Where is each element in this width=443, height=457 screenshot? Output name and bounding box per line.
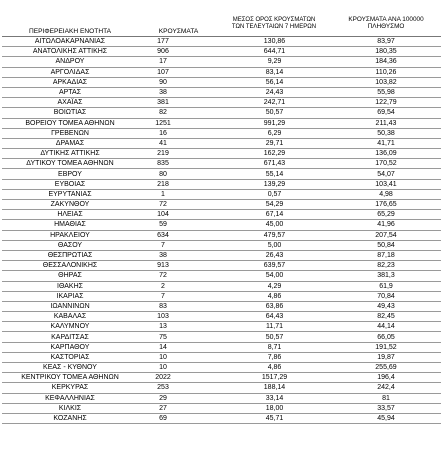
- cases-cell: 104: [138, 210, 218, 220]
- avg-cell: 55,14: [218, 169, 331, 179]
- avg-cell: 45,71: [218, 413, 331, 423]
- per100k-cell: 176,65: [331, 200, 441, 210]
- avg-cell: 11,71: [218, 322, 331, 332]
- per100k-cell: 103,82: [331, 77, 441, 87]
- cases-cell: 218: [138, 179, 218, 189]
- per100k-cell: 136,09: [331, 149, 441, 159]
- cases-cell: 1: [138, 189, 218, 199]
- avg-cell: 6,29: [218, 128, 331, 138]
- region-cell: ΕΥΡΥΤΑΝΙΑΣ: [2, 189, 138, 199]
- per100k-cell: 196,4: [331, 373, 441, 383]
- table-row: [2, 220, 441, 230]
- avg-cell: 24,43: [218, 87, 331, 97]
- region-cell: ΚΕΦΑΛΛΗΝΙΑΣ: [2, 393, 138, 403]
- table-row: [2, 138, 441, 148]
- header-per-line1: ΚΡΟΥΣΜΑΤΑ ΑΝΑ 100000: [348, 16, 424, 23]
- per100k-cell: 255,69: [331, 363, 441, 373]
- region-cell: ΓΡΕΒΕΝΩΝ: [2, 128, 138, 138]
- cases-cell: 634: [138, 230, 218, 240]
- cases-cell: 10: [138, 352, 218, 362]
- per100k-cell: 122,79: [331, 98, 441, 108]
- region-cell: ΗΛΕΙΑΣ: [2, 210, 138, 220]
- table-row: [2, 312, 441, 322]
- header-cases: [140, 0, 217, 35]
- table-row: [2, 87, 441, 97]
- avg-cell: 45,00: [218, 220, 331, 230]
- table-row: [2, 67, 441, 77]
- per100k-cell: 55,98: [331, 87, 441, 97]
- avg-cell: 639,57: [218, 261, 331, 271]
- header-avg-7days: [219, 0, 329, 35]
- region-cell: ΕΥΒΟΙΑΣ: [2, 179, 138, 189]
- avg-cell: 671,43: [218, 159, 331, 169]
- region-cell: ΒΟΙΩΤΙΑΣ: [2, 108, 138, 118]
- table-row: [2, 118, 441, 128]
- region-cell: ΗΡΑΚΛΕΙΟΥ: [2, 230, 138, 240]
- per100k-cell: 207,54: [331, 230, 441, 240]
- cases-cell: 69: [138, 413, 218, 423]
- avg-cell: 991,29: [218, 118, 331, 128]
- per100k-cell: 82,23: [331, 261, 441, 271]
- cases-cell: 2022: [138, 373, 218, 383]
- header-region-label: ΠΕΡΙΦΕΡΕΙΑΚΗ ΕΝΟΤΗΤΑ: [28, 28, 112, 35]
- cases-cell: 1251: [138, 118, 218, 128]
- avg-cell: 50,57: [218, 332, 331, 342]
- avg-cell: 56,14: [218, 77, 331, 87]
- region-cell: ΔΥΤΙΚΟΥ ΤΟΜΕΑ ΑΘΗΝΩΝ: [2, 159, 138, 169]
- avg-cell: 64,43: [218, 312, 331, 322]
- cases-cell: 16: [138, 128, 218, 138]
- avg-cell: 18,00: [218, 403, 331, 413]
- table-row: [2, 200, 441, 210]
- avg-cell: 4,86: [218, 291, 331, 301]
- per100k-cell: 49,43: [331, 301, 441, 311]
- cases-cell: 17: [138, 57, 218, 67]
- header-avg-line1: ΜΕΣΟΣ ΟΡΟΣ ΚΡΟΥΣΜΑΤΩΝ: [232, 17, 316, 23]
- cases-cell: 14: [138, 342, 218, 352]
- cases-cell: 835: [138, 159, 218, 169]
- avg-cell: 54,29: [218, 200, 331, 210]
- table-row: [2, 159, 441, 169]
- cases-cell: 2: [138, 281, 218, 291]
- cases-cell: 381: [138, 98, 218, 108]
- per100k-cell: 61,9: [331, 281, 441, 291]
- table-row: [2, 47, 441, 57]
- table-row: [2, 373, 441, 383]
- table-row: [2, 393, 441, 403]
- region-cell: ΑΡΤΑΣ: [2, 87, 138, 97]
- per100k-cell: 87,18: [331, 250, 441, 260]
- table-row: [2, 383, 441, 393]
- table-row: [2, 261, 441, 271]
- region-cell: ΘΕΣΣΑΛΟΝΙΚΗΣ: [2, 261, 138, 271]
- region-cell: ΑΡΓΟΛΙΔΑΣ: [2, 67, 138, 77]
- per100k-cell: 66,05: [331, 332, 441, 342]
- per100k-cell: 103,41: [331, 179, 441, 189]
- region-cell: ΙΘΑΚΗΣ: [2, 281, 138, 291]
- avg-cell: 63,86: [218, 301, 331, 311]
- avg-cell: 139,29: [218, 179, 331, 189]
- table-row: [2, 352, 441, 362]
- region-cell: ΚΕΑΣ - ΚΥΘΝΟΥ: [2, 363, 138, 373]
- table-row: [2, 57, 441, 67]
- avg-cell: 479,57: [218, 230, 331, 240]
- per100k-cell: 69,54: [331, 108, 441, 118]
- cases-cell: 75: [138, 332, 218, 342]
- header-per-100k: [331, 0, 441, 35]
- table-row: [2, 128, 441, 138]
- per100k-cell: 184,36: [331, 57, 441, 67]
- region-cell: ΙΚΑΡΙΑΣ: [2, 291, 138, 301]
- cases-cell: 90: [138, 77, 218, 87]
- cases-cell: 219: [138, 149, 218, 159]
- region-cell: ΑΧΑΪΑΣ: [2, 98, 138, 108]
- avg-cell: 7,86: [218, 352, 331, 362]
- region-cell: ΒΟΡΕΙΟΥ ΤΟΜΕΑ ΑΘΗΝΩΝ: [2, 118, 138, 128]
- table-row: [2, 230, 441, 240]
- header-cases-label: ΚΡΟΥΣΜΑΤΑ: [158, 28, 199, 35]
- table-row: [2, 363, 441, 373]
- cases-cell: 72: [138, 271, 218, 281]
- table-row: [2, 240, 441, 250]
- region-cell: ΚΕΡΚΥΡΑΣ: [2, 383, 138, 393]
- table-row: [2, 108, 441, 118]
- table-row: [2, 189, 441, 199]
- region-cell: ΖΑΚΥΝΘΟΥ: [2, 200, 138, 210]
- avg-cell: 9,29: [218, 57, 331, 67]
- avg-cell: 8,71: [218, 342, 331, 352]
- table-row: [2, 342, 441, 352]
- cases-cell: 177: [138, 37, 218, 47]
- region-cell: ΙΩΑΝΝΙΝΩΝ: [2, 301, 138, 311]
- region-cell: ΕΒΡΟΥ: [2, 169, 138, 179]
- avg-cell: 29,71: [218, 138, 331, 148]
- avg-cell: 4,29: [218, 281, 331, 291]
- avg-cell: 0,57: [218, 189, 331, 199]
- region-cell: ΚΙΛΚΙΣ: [2, 403, 138, 413]
- avg-cell: 1517,29: [218, 373, 331, 383]
- cases-cell: 107: [138, 67, 218, 77]
- per100k-cell: 33,57: [331, 403, 441, 413]
- header-avg-line2: ΤΩΝ ΤΕΛΕΥΤΑΙΩΝ 7 ΗΜΕΡΩΝ: [231, 24, 317, 30]
- avg-cell: 5,00: [218, 240, 331, 250]
- per100k-cell: 191,52: [331, 342, 441, 352]
- cases-cell: 41: [138, 138, 218, 148]
- cases-cell: 82: [138, 108, 218, 118]
- table-row: [2, 169, 441, 179]
- avg-cell: 242,71: [218, 98, 331, 108]
- table-row: [2, 77, 441, 87]
- avg-cell: 188,14: [218, 383, 331, 393]
- region-cell: ΑΙΤΩΛΟΑΚΑΡΝΑΝΙΑΣ: [2, 37, 138, 47]
- per100k-cell: 65,29: [331, 210, 441, 220]
- avg-cell: 33,14: [218, 393, 331, 403]
- header-per-line2: ΠΛΗΘΥΣΜΟ: [367, 23, 405, 30]
- avg-cell: 162,29: [218, 149, 331, 159]
- cases-cell: 7: [138, 240, 218, 250]
- cases-cell: 80: [138, 169, 218, 179]
- cases-cell: 27: [138, 403, 218, 413]
- per100k-cell: 19,87: [331, 352, 441, 362]
- region-cell: ΔΥΤΙΚΗΣ ΑΤΤΙΚΗΣ: [2, 149, 138, 159]
- avg-cell: 67,14: [218, 210, 331, 220]
- region-cell: ΑΝΔΡΟΥ: [2, 57, 138, 67]
- table-row: [2, 179, 441, 189]
- region-cell: ΑΡΚΑΔΙΑΣ: [2, 77, 138, 87]
- per100k-cell: 180,35: [331, 47, 441, 57]
- cases-cell: 906: [138, 47, 218, 57]
- cases-table-body: [2, 37, 441, 424]
- per100k-cell: 82,45: [331, 312, 441, 322]
- region-cell: ΚΑΛΥΜΝΟΥ: [2, 322, 138, 332]
- avg-cell: 83,14: [218, 67, 331, 77]
- table-row: [2, 332, 441, 342]
- table-row: [2, 210, 441, 220]
- region-cell: ΚΟΖΑΝΗΣ: [2, 413, 138, 423]
- cases-cell: 83: [138, 301, 218, 311]
- per100k-cell: 54,07: [331, 169, 441, 179]
- table-row: [2, 403, 441, 413]
- per100k-cell: 170,52: [331, 159, 441, 169]
- cases-cell: 253: [138, 383, 218, 393]
- region-cell: ΘΗΡΑΣ: [2, 271, 138, 281]
- per100k-cell: 4,98: [331, 189, 441, 199]
- per100k-cell: 83,97: [331, 37, 441, 47]
- avg-cell: 644,71: [218, 47, 331, 57]
- cases-cell: 103: [138, 312, 218, 322]
- per100k-cell: 45,94: [331, 413, 441, 423]
- avg-cell: 54,00: [218, 271, 331, 281]
- cases-cell: 7: [138, 291, 218, 301]
- region-cell: ΚΑΡΠΑΘΟΥ: [2, 342, 138, 352]
- avg-cell: 50,57: [218, 108, 331, 118]
- avg-cell: 4,86: [218, 363, 331, 373]
- table-row: [2, 291, 441, 301]
- table-row: [2, 149, 441, 159]
- region-cell: ΑΝΑΤΟΛΙΚΗΣ ΑΤΤΙΚΗΣ: [2, 47, 138, 57]
- avg-cell: 130,86: [218, 37, 331, 47]
- table-row: [2, 271, 441, 281]
- per100k-cell: 41,71: [331, 138, 441, 148]
- table-row: [2, 281, 441, 291]
- region-cell: ΗΜΑΘΙΑΣ: [2, 220, 138, 230]
- region-cell: ΚΑΡΔΙΤΣΑΣ: [2, 332, 138, 342]
- cases-table: [2, 37, 441, 424]
- avg-cell: 26,43: [218, 250, 331, 260]
- cases-cell: 72: [138, 200, 218, 210]
- table-row: [2, 250, 441, 260]
- table-row: [2, 322, 441, 332]
- table-row: [2, 301, 441, 311]
- table-row: [2, 413, 441, 423]
- cases-cell: 913: [138, 261, 218, 271]
- region-cell: ΚΕΝΤΡΙΚΟΥ ΤΟΜΕΑ ΑΘΗΝΩΝ: [2, 373, 138, 383]
- region-cell: ΘΕΣΠΡΩΤΙΑΣ: [2, 250, 138, 260]
- per100k-cell: 381,3: [331, 271, 441, 281]
- cases-cell: 13: [138, 322, 218, 332]
- table-row: [2, 98, 441, 108]
- region-cell: ΔΡΑΜΑΣ: [2, 138, 138, 148]
- per100k-cell: 70,84: [331, 291, 441, 301]
- cases-cell: 38: [138, 250, 218, 260]
- per100k-cell: 242,4: [331, 383, 441, 393]
- per100k-cell: 50,38: [331, 128, 441, 138]
- header-region: [2, 0, 138, 35]
- per100k-cell: 211,43: [331, 118, 441, 128]
- region-cell: ΚΑΣΤΟΡΙΑΣ: [2, 352, 138, 362]
- table-row: [2, 37, 441, 47]
- region-cell: ΘΑΣΟΥ: [2, 240, 138, 250]
- cases-cell: 59: [138, 220, 218, 230]
- per100k-cell: 81: [331, 393, 441, 403]
- region-cell: ΚΑΒΑΛΑΣ: [2, 312, 138, 322]
- per100k-cell: 41,96: [331, 220, 441, 230]
- cases-cell: 38: [138, 87, 218, 97]
- cases-cell: 10: [138, 363, 218, 373]
- cases-cell: 29: [138, 393, 218, 403]
- per100k-cell: 44,14: [331, 322, 441, 332]
- per100k-cell: 110,26: [331, 67, 441, 77]
- per100k-cell: 50,84: [331, 240, 441, 250]
